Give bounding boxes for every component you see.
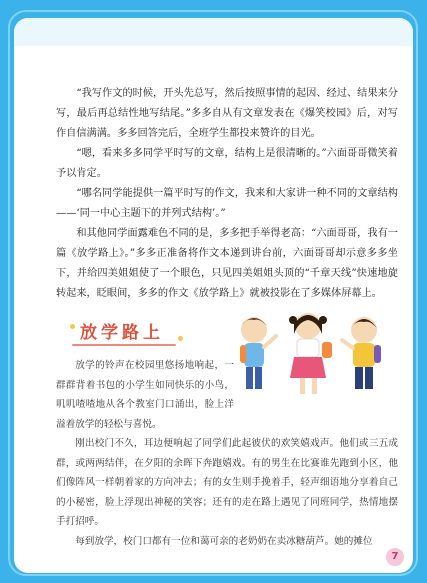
story-paragraph-1: 放学的铃声在校园里悠扬地响起，一群群背着书包的小学生如同快乐的小鸟，叽叽喳喳地从各个教室门口涌出，脸上洋溢着放学的轻松与喜悦。 — [56, 360, 234, 430]
article-paragraph-4: 和其他同学面露难色不同的是，多多把手举得老高：“六面哥哥，我有一篇《放学路上》。”多多正准备将作文本递到讲台前，六面哥哥却示意多多坐下，并给四美姐姐使了一个眼色，只见四美姐姐头顶的“千章天线”快速地旋转起来，眨眼间，多多的作文《放学路上》就被投影在了多媒体屏幕上。 — [56, 228, 398, 299]
page-sheet — [14, 18, 413, 573]
top-band — [14, 18, 413, 46]
story-paragraph-2: 刚出校门不久，耳边便响起了同学们此起彼伏的欢笑嬉戏声。他们或三五成群，或两两结伴，在夕阳的余晖下奔跑嬉戏。有的男生在比赛谁先跑到小区，他们像阵风一样朝着家的方向冲去；有的女生则手挽着手，轻声细语地分享着自己的小秘密，脸上浮现出神秘的笑容；还有的走在路上遇见了同班同学，热情地摆手打招呼。 — [56, 438, 398, 527]
story-title: 放学路上 — [80, 323, 164, 343]
story-paragraph-3: 每到放学，校门口都有一位和蔼可亲的老奶奶在卖冰糖葫芦。她的摊位 — [75, 535, 373, 547]
article-paragraph-1: “我写作文的时候，开头先总写，然后按照事情的起因、经过、结果来分写，最后再总结性地写结尾。”多多自从有文章发表在《爆笑校园》后，对写作自信满满。多多回答完后，全班学生都投来赞许的目光。 — [56, 88, 398, 139]
article-body — [56, 84, 398, 304]
title-dot-icon — [70, 324, 75, 329]
article-paragraph-3: “哪名同学能提供一篇平时写的作文，我来和大家讲一种不同的文章结构——‘同一中心主题下的并列式结构’。” — [56, 188, 398, 219]
title-dot-icon — [178, 336, 183, 341]
page-number: 7 — [386, 548, 404, 566]
article-paragraph-2: “嗯，看来多多同学平时写的文章，结构上是很清晰的。”六面哥哥微笑着予以肯定。 — [56, 148, 398, 179]
story-body — [56, 356, 398, 551]
title-underline — [72, 344, 176, 346]
